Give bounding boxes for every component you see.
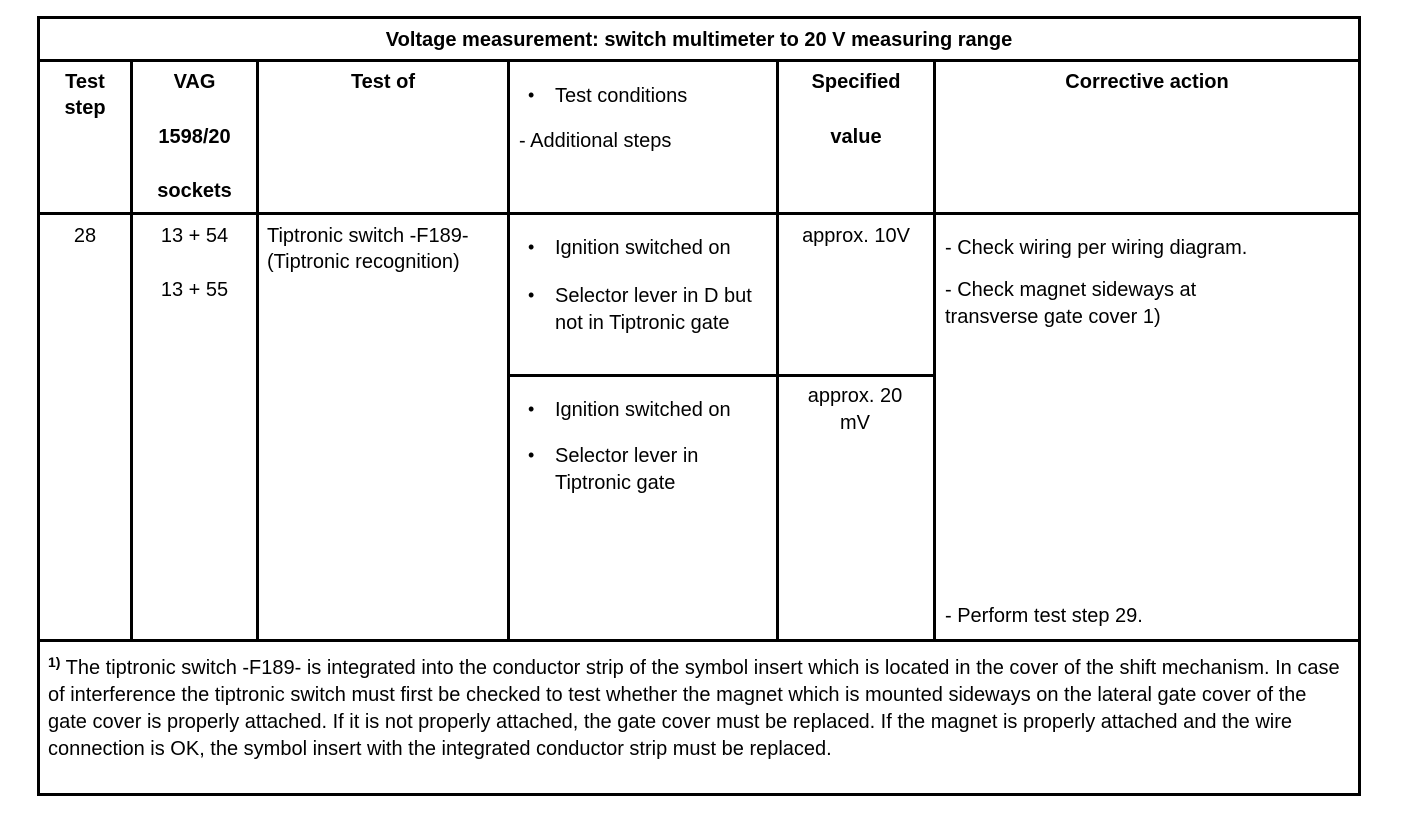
header-vag-line2: 1598/20 — [158, 126, 231, 148]
header-vag-line1: VAG — [173, 71, 216, 93]
rule-under-header — [40, 212, 1358, 215]
condition-b-ignition: • Ignition switched on — [555, 397, 731, 424]
rule-under-title — [40, 59, 1358, 62]
test-table — [37, 16, 1361, 796]
cell-socket-2: 13 + 55 — [160, 279, 229, 301]
condition-b-selector: • Selector lever in Tiptronic gate — [555, 443, 745, 497]
value-b: approx. 20 mV — [807, 385, 903, 434]
header-specified-line2: value — [830, 126, 882, 148]
col-rule-3 — [507, 59, 510, 642]
header-test-step-line1: Test — [65, 71, 105, 93]
header-additional-steps: - Additional steps — [519, 130, 672, 152]
cell-socket-1: 13 + 54 — [160, 225, 229, 247]
corrective-check-wiring: - Check wiring per wiring diagram. — [945, 237, 1248, 259]
col-rule-5 — [933, 59, 936, 642]
header-test-step-line2: step — [64, 97, 106, 119]
corrective-perform-step: - Perform test step 29. — [945, 605, 1143, 627]
footnote — [48, 655, 1348, 763]
rule-above-footnote — [40, 639, 1358, 642]
col-rule-2 — [256, 59, 259, 642]
corrective-check-magnet: - Check magnet sideways at transverse gate cover 1) — [945, 279, 1197, 328]
table-title: Voltage measurement: switch multimeter to 20 V measuring range — [385, 29, 1013, 51]
condition-a-ignition: • Ignition switched on — [555, 235, 731, 262]
header-specified-line1: Specified — [811, 71, 901, 93]
footnote-mark: 1) — [48, 654, 61, 670]
rule-between-conditions — [507, 374, 936, 377]
header-test-conditions: • Test conditions — [555, 83, 687, 110]
cell-test-step: 28 — [73, 225, 97, 247]
value-a: approx. 10V — [802, 225, 910, 247]
header-corrective-action: Corrective action — [1065, 71, 1229, 93]
condition-a-selector: • Selector lever in D but not in Tiptronic gate — [555, 283, 760, 337]
footnote-text: The tiptronic switch -F189- is integrated into the conductor strip of the symbol insert which is located in the cover of the shift mechanism. In case of interference the tiptronic switch must first be checked to test whether the magnet which is mounted sideways on the lateral gate cover of the gate cover is properly attached. If it is not properly attached, the gate cover must be replaced. If the magnet is properly attached and the wire connection is OK, the symbol insert with the integrated conductor strip must be replaced. — [48, 657, 1340, 760]
cell-test-of: Tiptronic switch -F189- (Tiptronic recognition) — [267, 225, 469, 273]
header-test-of: Test of — [350, 71, 416, 93]
header-vag-line3: sockets — [157, 180, 232, 202]
